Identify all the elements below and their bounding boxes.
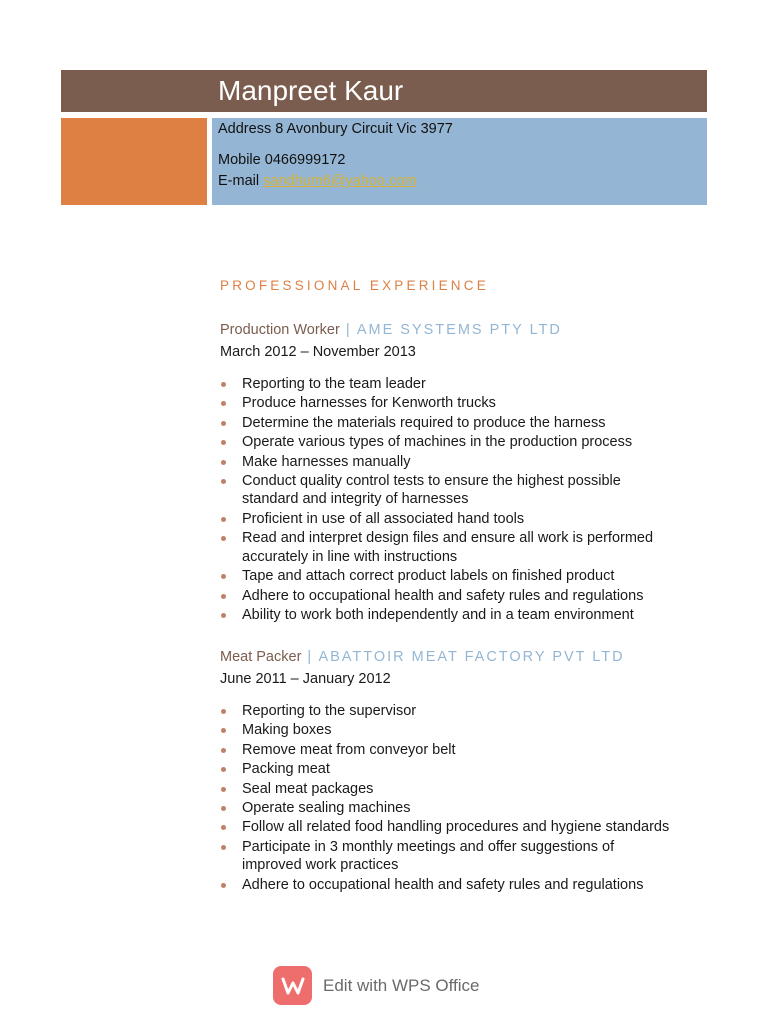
bullet-icon bbox=[221, 440, 226, 445]
job-dates: June 2011 – January 2012 bbox=[220, 671, 391, 687]
duty-item bbox=[220, 721, 720, 740]
duty-text: Reporting to the supervisor bbox=[242, 703, 417, 719]
duty-item bbox=[220, 838, 662, 875]
bullet-icon bbox=[221, 787, 226, 792]
duty-item bbox=[220, 510, 720, 529]
duty-text: Tape and attach correct product labels on finished product bbox=[242, 568, 615, 585]
duty-item bbox=[220, 472, 672, 509]
bullet-icon bbox=[221, 709, 226, 714]
job-title: Meat Packer bbox=[220, 649, 302, 665]
job-separator: | bbox=[301, 649, 319, 665]
duty-item bbox=[220, 567, 720, 586]
section-heading-experience: PROFESSIONAL EXPERIENCE bbox=[220, 278, 489, 293]
duty-text: Reporting to the team leader bbox=[242, 376, 426, 392]
bullet-icon bbox=[221, 382, 226, 387]
bullet-icon bbox=[221, 613, 226, 618]
job-company: ABATTOIR MEAT FACTORY PVT LTD bbox=[318, 649, 625, 665]
duty-item bbox=[220, 780, 720, 799]
bullet-icon bbox=[221, 479, 226, 484]
duty-item bbox=[220, 375, 720, 394]
bullet-icon bbox=[221, 594, 226, 599]
candidate-name: Manpreet Kaur bbox=[218, 75, 404, 106]
duty-text: Operate sealing machines bbox=[242, 799, 411, 816]
address-label: Address 8 Avonbury Circuit bbox=[218, 121, 393, 137]
bullet-icon bbox=[221, 748, 226, 753]
duty-list bbox=[220, 702, 720, 894]
duty-item bbox=[220, 702, 720, 721]
duty-item bbox=[220, 799, 720, 818]
bullet-icon bbox=[221, 460, 226, 465]
duty-item bbox=[220, 876, 720, 895]
duty-text: Remove meat from conveyor belt bbox=[242, 741, 456, 758]
duty-text: Seal meat packages bbox=[242, 780, 374, 797]
accent-block bbox=[61, 118, 207, 205]
email-link[interactable]: sandhum6@yahoo.com bbox=[263, 173, 417, 189]
duty-text: Operate various types of machines in the production process bbox=[242, 434, 633, 451]
duty-item bbox=[220, 741, 720, 760]
duty-text: Follow all related food handling procedures and hygiene standards bbox=[242, 819, 670, 836]
job-title: Production Worker bbox=[220, 322, 340, 338]
duty-item bbox=[220, 606, 720, 625]
bullet-icon bbox=[221, 574, 226, 579]
duty-text: Participate in 3 monthly meetings and offer suggestions of improved work practices bbox=[242, 838, 615, 874]
duty-text: Packing meat bbox=[242, 761, 330, 778]
contact-panel bbox=[212, 118, 707, 205]
job-dates: March 2012 – November 2013 bbox=[220, 344, 416, 360]
duty-text: Proficient in use of all associated hand tools bbox=[242, 510, 525, 527]
job-title-line bbox=[220, 321, 720, 339]
duty-text: Determine the materials required to produce the harness bbox=[242, 414, 606, 431]
duty-item bbox=[220, 414, 720, 433]
email-label: E-mail bbox=[218, 173, 260, 189]
duty-item bbox=[220, 453, 720, 472]
duty-text: Read and interpret design files and ensure all work is performed accurately in line with instructions bbox=[242, 530, 654, 565]
bullet-icon bbox=[221, 883, 226, 888]
mobile-line bbox=[218, 151, 345, 169]
bullet-icon bbox=[221, 845, 226, 850]
job-separator: | bbox=[339, 322, 357, 338]
job-entry bbox=[220, 321, 720, 625]
wps-label: Edit with WPS Office bbox=[323, 975, 480, 995]
name-banner bbox=[61, 70, 707, 112]
address-line bbox=[218, 120, 453, 138]
bullet-icon bbox=[221, 825, 226, 830]
bullet-icon bbox=[221, 517, 226, 522]
duty-list bbox=[220, 375, 720, 624]
bullet-icon bbox=[221, 728, 226, 733]
job-title-line bbox=[220, 648, 720, 666]
duty-item bbox=[220, 529, 702, 566]
duty-item bbox=[220, 433, 720, 452]
duty-item bbox=[220, 760, 720, 779]
duty-text: Adhere to occupational health and safety rules and regulations bbox=[242, 876, 644, 893]
email-line bbox=[218, 172, 417, 190]
duty-item bbox=[220, 818, 720, 837]
duty-text: Make harnesses manually bbox=[242, 453, 411, 470]
mobile-label: Mobile bbox=[218, 152, 261, 168]
job-entry bbox=[220, 648, 720, 895]
duty-text: Adhere to occupational health and safety rules and regulations bbox=[242, 587, 644, 604]
wps-logo-icon bbox=[273, 966, 312, 1005]
edit-with-wps-button[interactable] bbox=[273, 966, 480, 1005]
duty-text: Ability to work both independently and in a team environment bbox=[242, 606, 634, 623]
address-value: Vic 3977 bbox=[396, 121, 453, 137]
bullet-icon bbox=[221, 806, 226, 811]
duty-text: Produce harnesses for Kenworth trucks bbox=[242, 395, 496, 412]
duty-item bbox=[220, 394, 720, 413]
duty-text: Making boxes bbox=[242, 722, 332, 739]
mobile-value: 0466999172 bbox=[264, 152, 346, 168]
duty-item bbox=[220, 587, 720, 606]
job-company: AME SYSTEMS PTY LTD bbox=[356, 322, 562, 338]
duty-text: Conduct quality control tests to ensure the highest possible standard and integrity of harnesses bbox=[242, 472, 621, 508]
bullet-icon bbox=[221, 401, 226, 406]
bullet-icon bbox=[221, 421, 226, 426]
bullet-icon bbox=[221, 536, 226, 541]
bullet-icon bbox=[221, 767, 226, 772]
